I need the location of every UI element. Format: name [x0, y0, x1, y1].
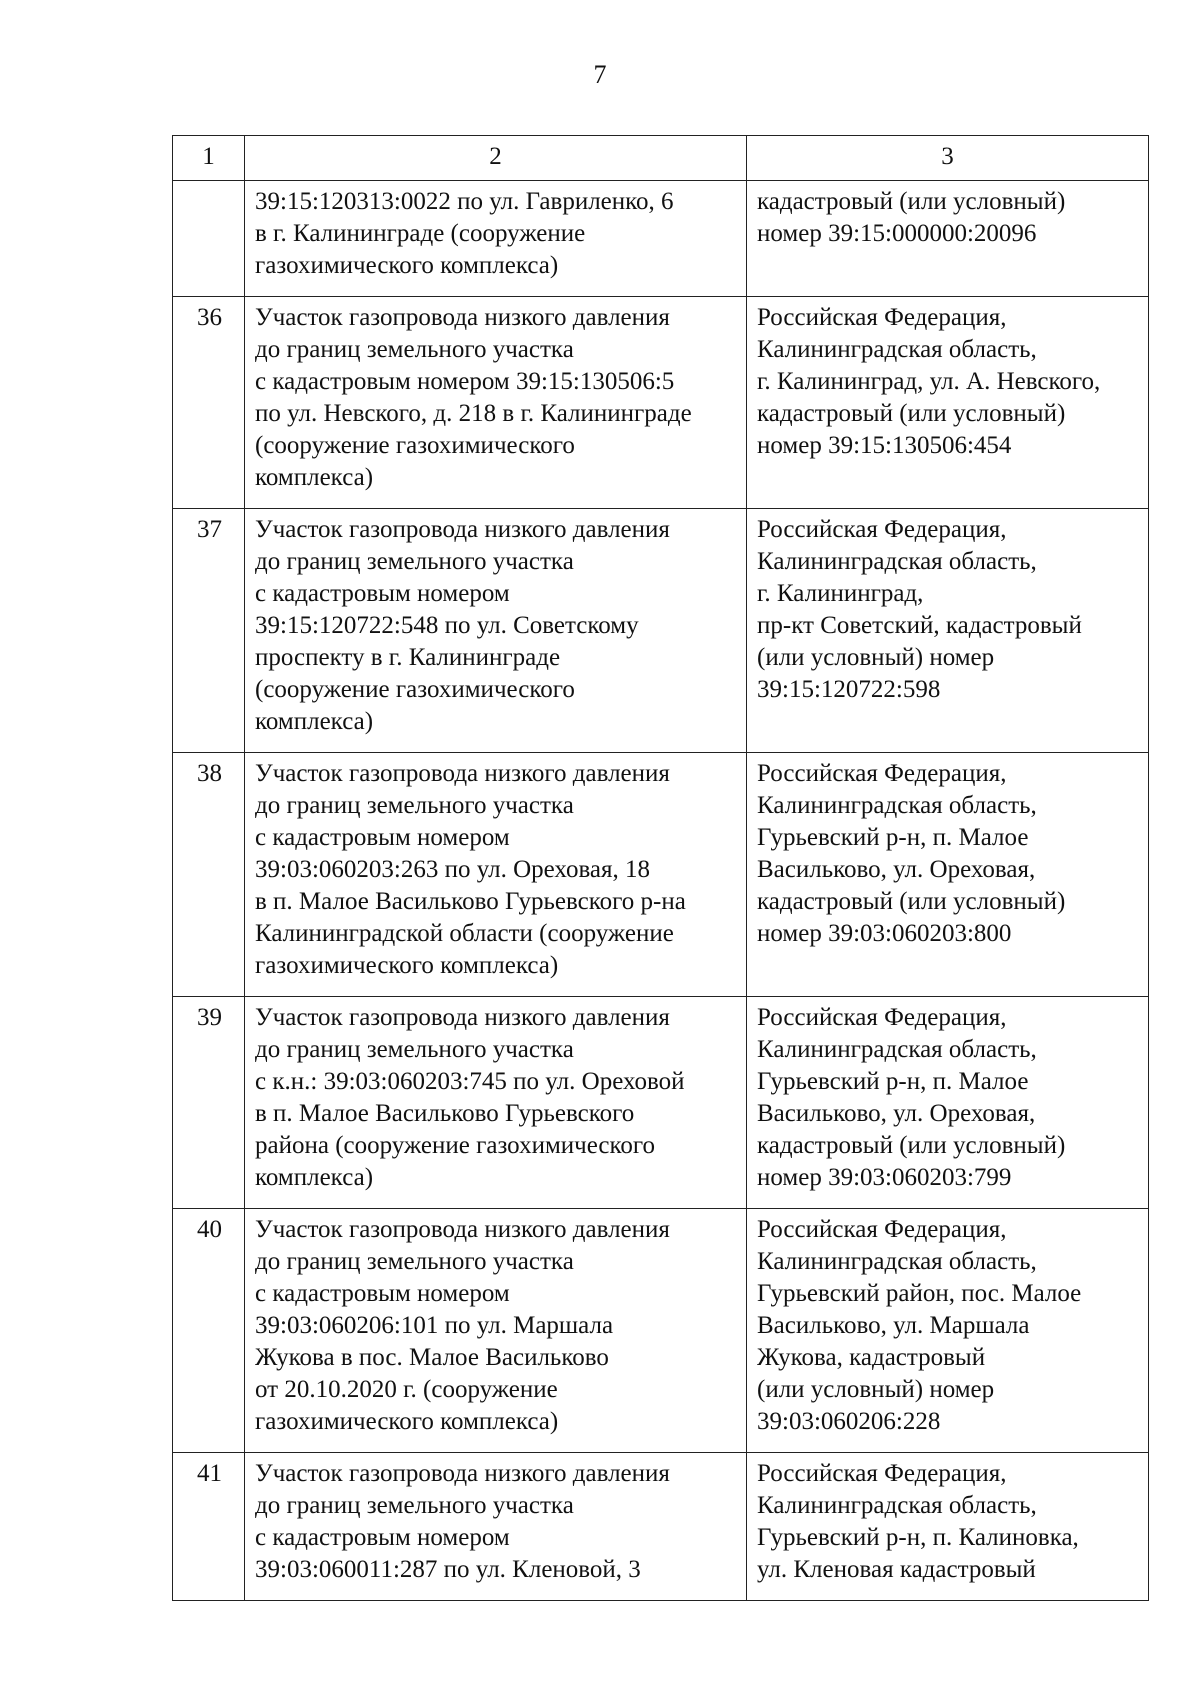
description-line: Участок газопровода низкого давления	[255, 1004, 670, 1031]
location-line: Жукова, кадастровый	[757, 1344, 986, 1371]
object-description-cell	[245, 1453, 747, 1601]
location-line: Российская Федерация,	[757, 1216, 1007, 1243]
description-line: в п. Малое Васильково Гурьевского р-на	[255, 888, 686, 915]
description-line: Участок газопровода низкого давления	[255, 1460, 670, 1487]
object-description-cell	[245, 1209, 747, 1453]
location-line: кадастровый (или условный)	[757, 188, 1066, 215]
location-line: Калининградская область,	[757, 1492, 1037, 1519]
row-number	[173, 181, 245, 297]
description-line: с кадастровым номером	[255, 824, 510, 851]
location-line: Гурьевский р-н, п. Калиновка,	[757, 1524, 1079, 1551]
description-line: до границ земельного участка	[255, 1492, 574, 1519]
location-line: Васильково, ул. Ореховая,	[757, 1100, 1036, 1127]
description-line: газохимического комплекса)	[255, 1408, 559, 1435]
description-line: комплекса)	[255, 708, 374, 735]
registry-table	[172, 135, 1149, 1601]
location-line: номер 39:15:130506:454	[757, 432, 1012, 459]
location-line: г. Калининград, ул. А. Невского,	[757, 368, 1101, 395]
description-line: Участок газопровода низкого давления	[255, 1216, 670, 1243]
location-cell	[747, 753, 1149, 997]
description-line: Жукова в пос. Малое Васильково	[255, 1344, 609, 1371]
description-line: в г. Калининграде (сооружение	[255, 220, 586, 247]
location-cell	[747, 297, 1149, 509]
description-line: 39:15:120313:0022 по ул. Гавриленко, 6	[255, 188, 674, 215]
location-line: Гурьевский р-н, п. Малое	[757, 824, 1029, 851]
description-line: Участок газопровода низкого давления	[255, 760, 670, 787]
description-line: газохимического комплекса)	[255, 952, 559, 979]
description-line: Участок газопровода низкого давления	[255, 304, 670, 331]
row-number: 37	[173, 509, 245, 753]
location-line: Российская Федерация,	[757, 304, 1007, 331]
description-line: газохимического комплекса)	[255, 252, 559, 279]
description-line: по ул. Невского, д. 218 в г. Калининграде	[255, 400, 692, 427]
location-line: Российская Федерация,	[757, 760, 1007, 787]
location-cell	[747, 1453, 1149, 1601]
object-description-cell	[245, 297, 747, 509]
description-line: района (сооружение газохимического	[255, 1132, 656, 1159]
location-line: пр-кт Советский, кадастровый	[757, 612, 1082, 639]
location-cell	[747, 181, 1149, 297]
location-line: номер 39:15:000000:20096	[757, 220, 1037, 247]
location-line: 39:03:060206:228	[757, 1408, 941, 1435]
row-number: 39	[173, 997, 245, 1209]
location-line: номер 39:03:060203:800	[757, 920, 1012, 947]
description-line: Калининградской области (сооружение	[255, 920, 674, 947]
page-number: 7	[593, 60, 607, 89]
description-line: 39:03:060203:263 по ул. Ореховая, 18	[255, 856, 651, 883]
location-cell	[747, 1209, 1149, 1453]
location-line: Российская Федерация,	[757, 516, 1007, 543]
description-line: с кадастровым номером 39:15:130506:5	[255, 368, 675, 395]
header-col-3: 3	[747, 136, 1149, 181]
description-line: комплекса)	[255, 1164, 374, 1191]
table-row	[173, 753, 1149, 997]
location-line: Калининградская область,	[757, 1248, 1037, 1275]
table-row	[173, 297, 1149, 509]
description-line: до границ земельного участка	[255, 1248, 574, 1275]
location-line: номер 39:03:060203:799	[757, 1164, 1012, 1191]
row-number: 40	[173, 1209, 245, 1453]
row-number: 41	[173, 1453, 245, 1601]
description-line: проспекту в г. Калининграде	[255, 644, 561, 671]
description-line: до границ земельного участка	[255, 1036, 574, 1063]
description-line: комплекса)	[255, 464, 374, 491]
object-description-cell	[245, 997, 747, 1209]
object-description-cell	[245, 753, 747, 997]
header-col-2: 2	[245, 136, 747, 181]
location-line: г. Калининград,	[757, 580, 924, 607]
description-line: с кадастровым номером	[255, 580, 510, 607]
location-line: Гурьевский р-н, п. Малое	[757, 1068, 1029, 1095]
location-line: (или условный) номер	[757, 644, 995, 671]
location-line: Васильково, ул. Маршала	[757, 1312, 1030, 1339]
description-line: 39:15:120722:548 по ул. Советскому	[255, 612, 639, 639]
object-description-cell	[245, 509, 747, 753]
location-line: Калининградская область,	[757, 548, 1037, 575]
location-line: кадастровый (или условный)	[757, 400, 1066, 427]
row-number: 38	[173, 753, 245, 997]
table-header-row	[173, 136, 1149, 181]
location-line: (или условный) номер	[757, 1376, 995, 1403]
location-line: Российская Федерация,	[757, 1460, 1007, 1487]
object-description-cell	[245, 181, 747, 297]
location-line: кадастровый (или условный)	[757, 888, 1066, 915]
description-line: с к.н.: 39:03:060203:745 по ул. Ореховой	[255, 1068, 685, 1095]
location-line: Гурьевский район, пос. Малое	[757, 1280, 1082, 1307]
description-line: с кадастровым номером	[255, 1280, 510, 1307]
description-line: в п. Малое Васильково Гурьевского	[255, 1100, 635, 1127]
description-line: до границ земельного участка	[255, 336, 574, 363]
table-row	[173, 1209, 1149, 1453]
location-line: Калининградская область,	[757, 792, 1037, 819]
table-row	[173, 181, 1149, 297]
location-line: Васильково, ул. Ореховая,	[757, 856, 1036, 883]
description-line: (сооружение газохимического	[255, 432, 575, 459]
description-line: до границ земельного участка	[255, 548, 574, 575]
description-line: (сооружение газохимического	[255, 676, 575, 703]
description-line: до границ земельного участка	[255, 792, 574, 819]
description-line: 39:03:060011:287 по ул. Кленовой, 3	[255, 1556, 641, 1583]
description-line: 39:03:060206:101 по ул. Маршала	[255, 1312, 614, 1339]
location-line: 39:15:120722:598	[757, 676, 941, 703]
location-cell	[747, 509, 1149, 753]
header-col-1: 1	[173, 136, 245, 181]
description-line: с кадастровым номером	[255, 1524, 510, 1551]
description-line: от 20.10.2020 г. (сооружение	[255, 1376, 558, 1403]
location-line: Российская Федерация,	[757, 1004, 1007, 1031]
row-number: 36	[173, 297, 245, 509]
location-line: Калининградская область,	[757, 1036, 1037, 1063]
table-row	[173, 509, 1149, 753]
location-line: кадастровый (или условный)	[757, 1132, 1066, 1159]
location-line: Калининградская область,	[757, 336, 1037, 363]
description-line: Участок газопровода низкого давления	[255, 516, 670, 543]
table-row	[173, 1453, 1149, 1601]
location-line: ул. Кленовая кадастровый	[757, 1556, 1036, 1583]
location-cell	[747, 997, 1149, 1209]
table-row	[173, 997, 1149, 1209]
